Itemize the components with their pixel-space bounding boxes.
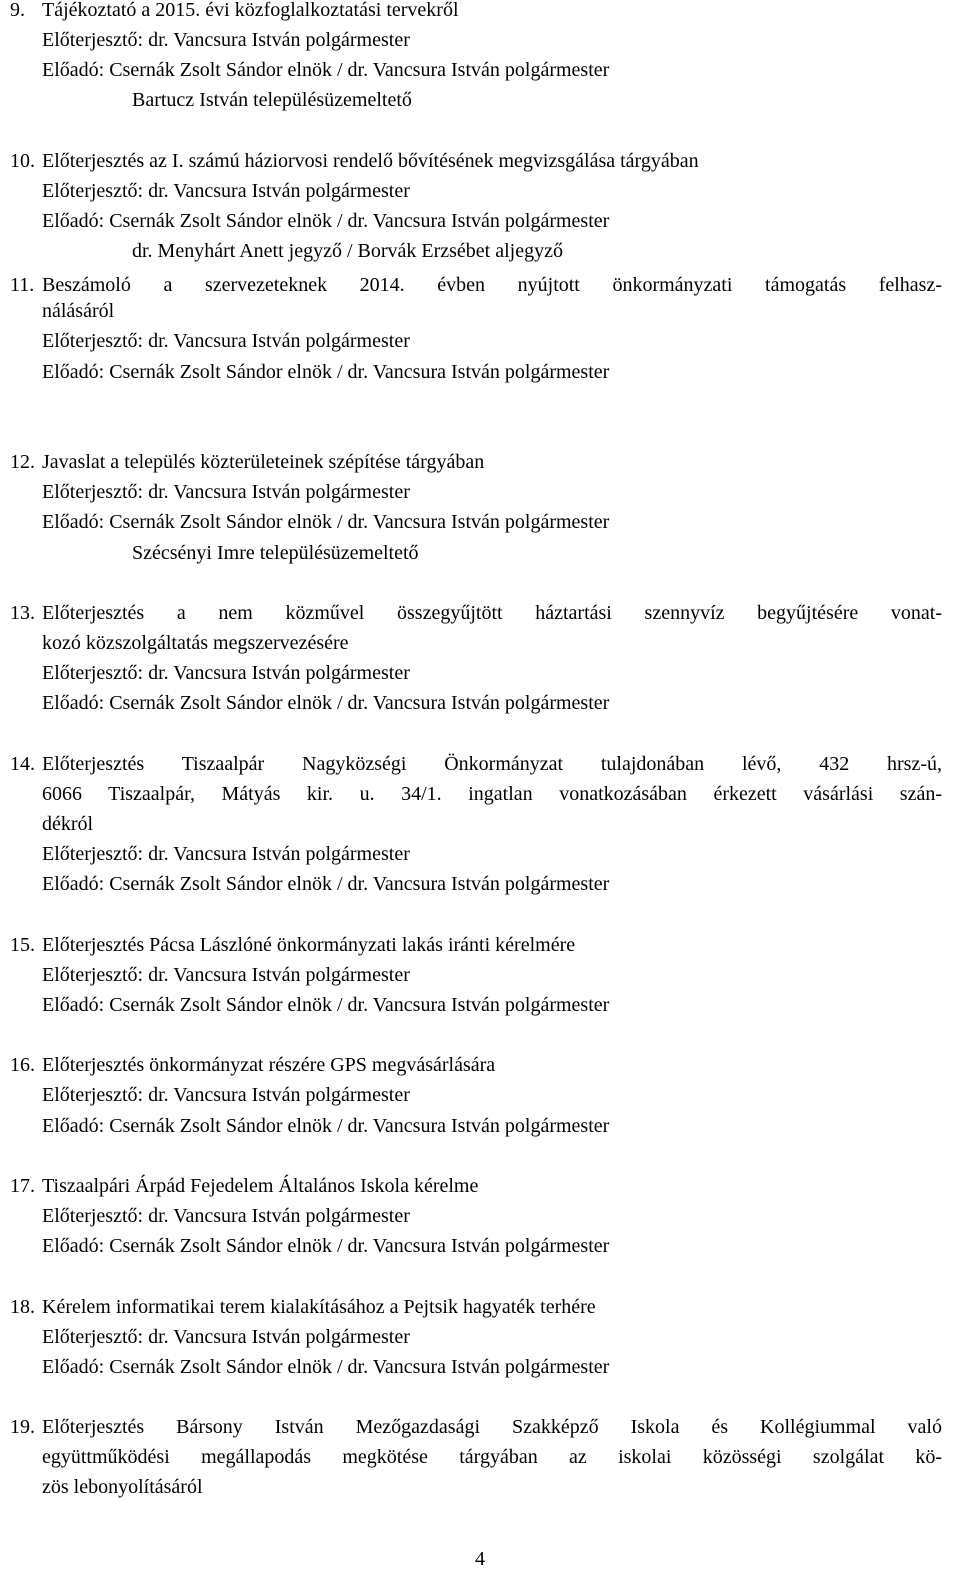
speaker-line: Előadó: Csernák Zsolt Sándor elnök / dr. Vancsura István polgármester bbox=[42, 692, 610, 714]
speaker-line: Előadó: Csernák Zsolt Sándor elnök / dr. Vancsura István polgármester bbox=[42, 994, 610, 1016]
item-title-continued: 6066 Tiszaalpár, Mátyás kir. u. 34/1. ingatlan vonatkozásában érkezett vásárlási szán- bbox=[42, 783, 942, 805]
presenter-line: Előterjesztő: dr. Vancsura István polgármester bbox=[42, 843, 410, 865]
item-title: Tiszaalpári Árpád Fejedelem Általános Iskola kérelme bbox=[42, 1175, 479, 1197]
speaker-line: Előadó: Csernák Zsolt Sándor elnök / dr. Vancsura István polgármester bbox=[42, 210, 610, 232]
item-title: Beszámoló a szervezeteknek 2014. évben nyújtott önkormányzati támogatás felhasz- bbox=[42, 274, 942, 296]
item-number: 19. bbox=[10, 1416, 35, 1438]
extra-speaker-line: Szécsényi Imre településüzemeltető bbox=[132, 542, 419, 564]
item-title: Előterjesztés Pácsa Lászlóné önkormányzati lakás iránti kérelmére bbox=[42, 934, 576, 956]
presenter-line: Előterjesztő: dr. Vancsura István polgármester bbox=[42, 29, 410, 51]
item-number: 13. bbox=[10, 602, 35, 624]
item-number: 14. bbox=[10, 753, 35, 775]
item-title: Tájékoztató a 2015. évi közfoglalkoztatási tervekről bbox=[42, 0, 459, 21]
item-title: Előterjesztés Tiszaalpár Nagyközségi Önkormányzat tulajdonában lévő, 432 hrsz-ú, bbox=[42, 753, 942, 775]
speaker-line: Előadó: Csernák Zsolt Sándor elnök / dr. Vancsura István polgármester bbox=[42, 1235, 610, 1257]
speaker-line: Előadó: Csernák Zsolt Sándor elnök / dr. Vancsura István polgármester bbox=[42, 511, 610, 533]
presenter-line: Előterjesztő: dr. Vancsura István polgármester bbox=[42, 964, 410, 986]
presenter-line: Előterjesztő: dr. Vancsura István polgármester bbox=[42, 662, 410, 684]
extra-speaker-line: Bartucz István településüzemeltető bbox=[132, 89, 412, 111]
item-title-continued: kozó közszolgáltatás megszervezésére bbox=[42, 632, 349, 654]
item-title-continued: nálásáról bbox=[42, 300, 115, 322]
item-number: 17. bbox=[10, 1175, 35, 1197]
item-title: Kérelem informatikai terem kialakításához a Pejtsik hagyaték terhére bbox=[42, 1296, 596, 1318]
presenter-line: Előterjesztő: dr. Vancsura István polgármester bbox=[42, 330, 410, 352]
item-number: 9. bbox=[10, 0, 25, 21]
item-title: Előterjesztés a nem közművel összegyűjtött háztartási szennyvíz begyűjtésére vonat- bbox=[42, 602, 942, 624]
speaker-line: Előadó: Csernák Zsolt Sándor elnök / dr. Vancsura István polgármester bbox=[42, 1356, 610, 1378]
item-number: 18. bbox=[10, 1296, 35, 1318]
item-number: 11. bbox=[10, 274, 35, 296]
extra-speaker-line: dr. Menyhárt Anett jegyző / Borvák Erzsébet aljegyző bbox=[132, 240, 563, 262]
presenter-line: Előterjesztő: dr. Vancsura István polgármester bbox=[42, 1084, 410, 1106]
item-title-continued: együttműködési megállapodás megkötése tárgyában az iskolai közösségi szolgálat kö- bbox=[42, 1446, 942, 1468]
item-title: Előterjesztés Bársony István Mezőgazdasági Szakképző Iskola és Kollégiummal való bbox=[42, 1416, 942, 1438]
presenter-line: Előterjesztő: dr. Vancsura István polgármester bbox=[42, 481, 410, 503]
item-title: Előterjesztés az I. számú háziorvosi rendelő bővítésének megvizsgálása tárgyában bbox=[42, 150, 699, 172]
speaker-line: Előadó: Csernák Zsolt Sándor elnök / dr. Vancsura István polgármester bbox=[42, 873, 610, 895]
speaker-line: Előadó: Csernák Zsolt Sándor elnök / dr. Vancsura István polgármester bbox=[42, 59, 610, 81]
item-number: 15. bbox=[10, 934, 35, 956]
page-number: 4 bbox=[475, 1548, 485, 1570]
item-title-continued: zös lebonyolításáról bbox=[42, 1476, 203, 1498]
speaker-line: Előadó: Csernák Zsolt Sándor elnök / dr. Vancsura István polgármester bbox=[42, 1115, 610, 1137]
item-number: 10. bbox=[10, 150, 35, 172]
item-title: Javaslat a település közterületeinek szépítése tárgyában bbox=[42, 451, 485, 473]
speaker-line: Előadó: Csernák Zsolt Sándor elnök / dr. Vancsura István polgármester bbox=[42, 361, 610, 383]
presenter-line: Előterjesztő: dr. Vancsura István polgármester bbox=[42, 1205, 410, 1227]
item-title: Előterjesztés önkormányzat részére GPS megvásárlására bbox=[42, 1054, 496, 1076]
item-title-continued: dékról bbox=[42, 813, 94, 835]
item-number: 16. bbox=[10, 1054, 35, 1076]
presenter-line: Előterjesztő: dr. Vancsura István polgármester bbox=[42, 180, 410, 202]
presenter-line: Előterjesztő: dr. Vancsura István polgármester bbox=[42, 1326, 410, 1348]
item-number: 12. bbox=[10, 451, 35, 473]
